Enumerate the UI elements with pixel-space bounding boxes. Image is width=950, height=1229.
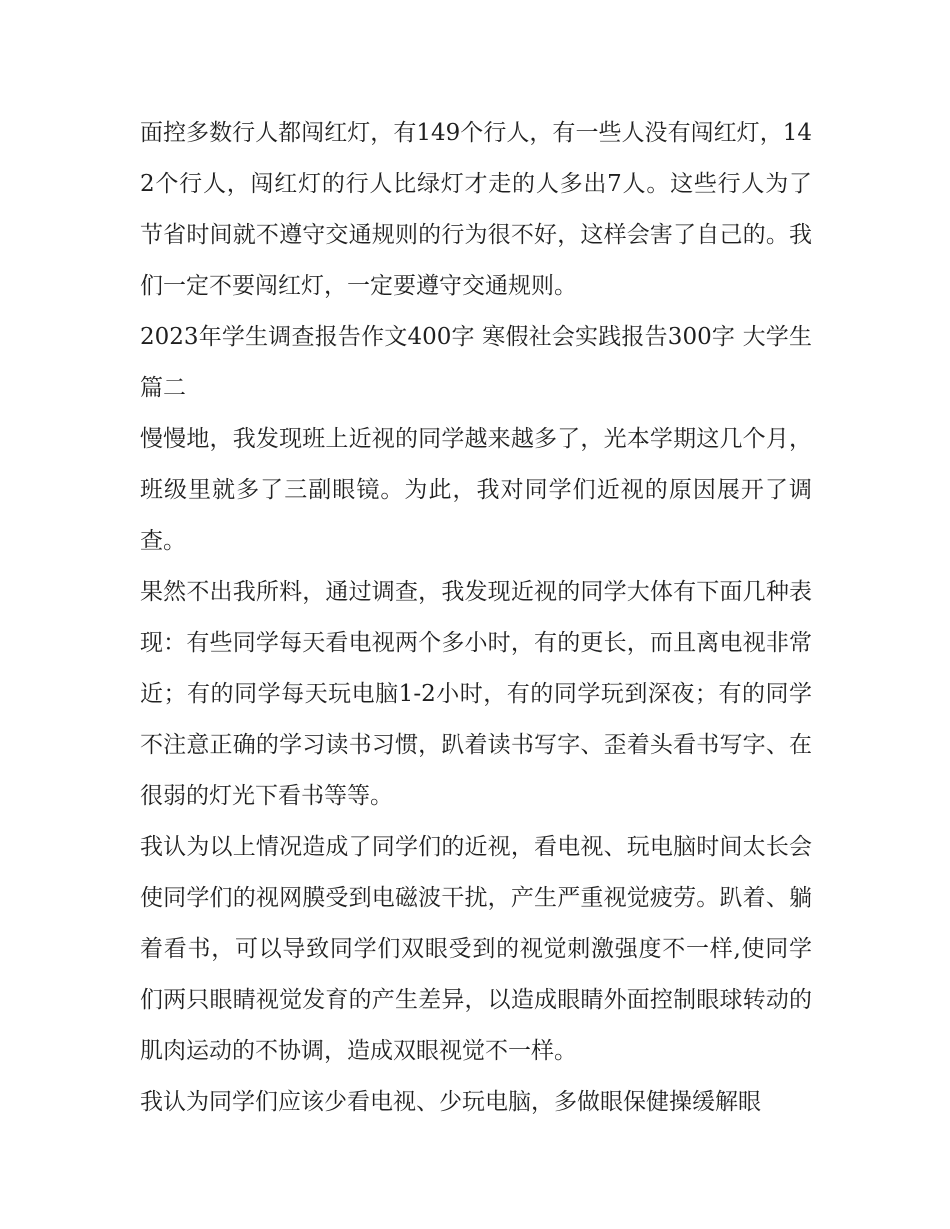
section-heading: 2023年学生调查报告作文400字 寒假社会实践报告300字 大学生篇二 bbox=[140, 324, 812, 401]
paragraph-survey-findings: 果然不出我所料，通过调查，我发现近视的同学大体有下面几种表现：有些同学每天看电视两个多小时，有的更长，而且离电视非常近；有的同学每天玩电脑1-2小时，有的同学玩到深夜；有的同学不注意正确的学习读书习惯，趴着读书写字、歪着头看书写字、在很弱的灯光下看书等等。 bbox=[140, 579, 812, 809]
paragraph-causes: 我认为以上情况造成了同学们的近视，看电视、玩电脑时间太长会使同学们的视网膜受到电磁波干扰，产生严重视觉疲劳。趴着、躺着看书，可以导致同学们双眼受到的视觉刺激强度不一样,使同学们两只眼睛视觉发育的产生差异，以造成眼睛外面控制眼球转动的肌肉运动的不协调，造成双眼视觉不一样。 bbox=[140, 834, 812, 1064]
paragraph-myopia-intro: 慢慢地，我发现班上近视的同学越来越多了，光本学期这几个月，班级里就多了三副眼镜。为此，我对同学们近视的原因展开了调查。 bbox=[140, 426, 812, 554]
document-body bbox=[140, 108, 812, 1128]
paragraph-suggestion: 我认为同学们应该少看电视、少玩电脑，多做眼保健操缓解眼 bbox=[140, 1089, 761, 1115]
paragraph-red-light-survey: 面控多数行人都闯红灯，有149个行人，有一些人没有闯红灯，142个行人，闯红灯的行人比绿灯才走的人多出7人。这些行人为了节省时间就不遵守交通规则的行为很不好，这样会害了自己的。我们一定不要闯红灯，一定要遵守交通规则。 bbox=[140, 120, 812, 299]
